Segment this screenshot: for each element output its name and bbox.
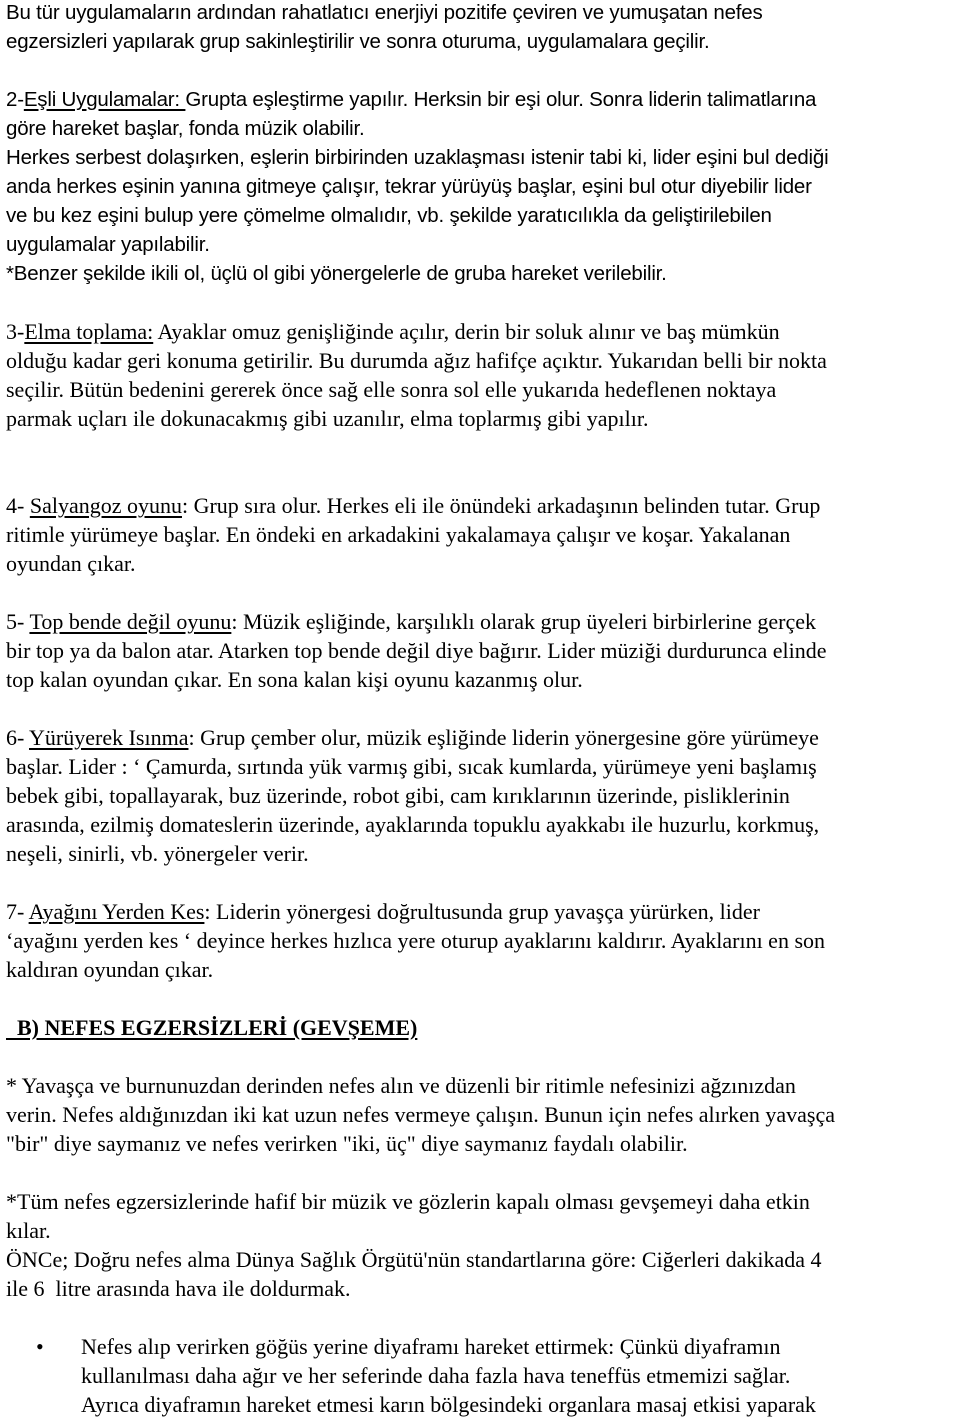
- section-7-line-2: ‘ayağını yerden kes ‘ deyince herkes hızlıca yere oturup ayaklarını kaldırır. Ayaklarını en son: [6, 928, 826, 953]
- section-3-line-4: parmak uçları ile dokunacakmış gibi uzanılır, elma toplarmış gibi yapılır.: [6, 406, 649, 431]
- section-2-text: Grupta eşleştirme yapılır. Herksin bir eşi olur. Sonra liderin talimatlarına: [185, 88, 817, 111]
- section-2-line-5: ve bu kez eşini bulup yere çömelme olmalıdır, vb. şekilde yaratıcılıkla da geliştirilebilen: [6, 204, 772, 227]
- section-2-line-4: anda herkes eşinin yanına gitmeye çalışır, tekrar yürüyüş başlar, eşini bul otur diyebilir lider: [6, 175, 812, 198]
- section-3-text: Ayaklar omuz genişliğinde açılır, derin bir soluk alınır ve baş mümkün: [153, 319, 780, 344]
- section-elma-toplama: [6, 317, 960, 433]
- bullet-list-item: [6, 1332, 960, 1419]
- section-2-title: Eşli Uygulamalar:: [23, 88, 186, 111]
- breathing-notes: [6, 1187, 960, 1303]
- section-3-number: 3-: [6, 319, 25, 344]
- section-6-title: Yürüyerek Isınma: [29, 725, 189, 750]
- section-5-line-2: bir top ya da balon atar. Atarken top bende değil diye bağırır. Lider müziği durdurunca elinde: [6, 638, 827, 663]
- section-2-line-7: *Benzer şekilde ikili ol, üçlü ol gibi yönergelerle de gruba hareket verilebilir.: [6, 262, 667, 285]
- section-2-line-3: Herkes serbest dolaşırken, eşlerin birbirinden uzaklaşması istenir tabi ki, lider eşini bul dediği: [6, 146, 829, 169]
- section-7-title: Ayağını Yerden Kes: [28, 899, 205, 924]
- section-3-line-2: olduğu kadar geri konuma getirilir. Bu durumda ağız hafifçe açıktır. Yukarıdan belli bir nokta: [6, 348, 827, 373]
- section-5-text: : Müzik eşliğinde, karşılıklı olarak grup üyeleri birbirlerine gerçek: [231, 609, 817, 634]
- section-6-line-1: [6, 723, 960, 752]
- breath-line-3: "bir" diye saymanız ve nefes verirken "iki, üç" diye saymanız faydalı olabilir.: [6, 1131, 688, 1156]
- section-4-title: Salyangoz oyunu: [29, 493, 182, 518]
- section-4-line-1: [6, 491, 960, 520]
- note-line-4: ile 6 litre arasında hava ile doldurmak.: [6, 1276, 351, 1301]
- section-3-title: Elma toplama:: [24, 319, 154, 344]
- section-2-number: 2-: [6, 88, 24, 111]
- section-4-number: 4-: [6, 493, 30, 518]
- section-5-number: 5-: [6, 609, 30, 634]
- section-6-line-4: arasında, ezilmiş domateslerin üzerinde, ayaklarında topuklu ayakkabı ile huzurlu, korkmuş,: [6, 812, 820, 837]
- section-7-text: : Liderin yönergesi doğrultusunda grup yavaşça yürürken, lider: [204, 899, 760, 924]
- section-yuruyerek-isinma: [6, 723, 960, 868]
- note-line-2: kılar.: [6, 1218, 51, 1243]
- section-heading-nefes: [6, 1013, 960, 1042]
- breath-line-1: * Yavaşça ve burnunuzdan derinden nefes alın ve düzenli bir ritimle nefesinizi ağzınızdan: [6, 1073, 796, 1098]
- bullet-line-2: kullanılması daha ağır ve her seferinde daha fazla hava teneffüs etmemizi sağlar.: [81, 1363, 791, 1388]
- section-5-line-3: top kalan oyundan çıkar. En sona kalan kişi oyunu kazanmış olur.: [6, 667, 583, 692]
- section-6-text: : Grup çember olur, müzik eşliğinde liderin yönergesine göre yürümeye: [188, 725, 819, 750]
- section-7-line-3: kaldıran oyundan çıkar.: [6, 957, 214, 982]
- section-6-line-2: başlar. Lider : ‘ Çamurda, sırtında yük varmış gibi, sıcak kumlarda, yürümeye yeni başlamış: [6, 754, 817, 779]
- section-6-number: 6-: [6, 725, 30, 750]
- bullet-line-1: Nefes alıp verirken göğüs yerine diyaframı hareket ettirmek: Çünkü diyaframın: [81, 1334, 781, 1359]
- note-line-1: *Tüm nefes egzersizlerinde hafif bir müzik ve gözlerin kapalı olması gevşemeyi daha etkin: [6, 1189, 810, 1214]
- section-2-line-1: [6, 85, 960, 114]
- section-7-number: 7-: [6, 899, 29, 924]
- section-top-bende-degil: [6, 607, 960, 694]
- section-4-line-3: oyundan çıkar.: [6, 551, 136, 576]
- intro-line-2: egzersizleri yapılarak grup sakinleştirilir ve sonra oturuma, uygulamalara geçilir.: [6, 30, 710, 53]
- section-6-line-3: bebek gibi, topallayarak, buz üzerinde, robot gibi, cam kırıklarının üzerinde, pisliklerinin: [6, 783, 790, 808]
- note-line-3: ÖNCe; Doğru nefes alma Dünya Sağlık Örgütü'nün standartlarına göre: Ciğerleri dakikada 4: [6, 1247, 822, 1272]
- section-3-line-3: seçilir. Bütün bedenini gererek önce sağ elle sonra sol elle yukarıda hedeflenen noktaya: [6, 377, 777, 402]
- section-heading-text: B) NEFES EGZERSİZLERİ (GEVŞEME): [6, 1015, 418, 1040]
- breathing-instructions: [6, 1071, 960, 1158]
- bullet-line-3: Ayrıca diyaframın hareket etmesi karın bölgesindeki organlara masaj etkisi yaparak: [81, 1392, 816, 1417]
- section-ayagini-yerden-kes: [6, 897, 960, 984]
- section-2-line-6: uygulamalar yapılabilir.: [6, 233, 210, 256]
- intro-line-1: Bu tür uygulamaların ardından rahatlatıcı enerjiyi pozitife çeviren ve yumuşatan nefes: [6, 1, 763, 24]
- breath-line-2: verin. Nefes aldığınızdan iki kat uzun nefes vermeye çalışın. Bunun için nefes alırken yavaşça: [6, 1102, 835, 1127]
- section-3-line-1: [6, 317, 960, 346]
- section-2-line-2: göre hareket başlar, fonda müzik olabilir.: [6, 117, 365, 140]
- section-4-text: : Grup sıra olur. Herkes eli ile önündeki arkadaşının belinden tutar. Grup: [181, 493, 821, 518]
- section-5-title: Top bende değil oyunu: [29, 609, 232, 634]
- section-salyangoz-oyunu: [6, 491, 960, 578]
- section-4-line-2: ritimle yürümeye başlar. En öndeki en arkadakini yakalamaya çalışır ve koşar. Yakalanan: [6, 522, 791, 547]
- section-esli-uygulamalar: [6, 85, 960, 288]
- section-7-line-1: [6, 897, 960, 926]
- section-5-line-1: [6, 607, 960, 636]
- section-6-line-5: neşeli, sinirli, vb. yönergeler verir.: [6, 841, 309, 866]
- document-page: [6, 0, 960, 1419]
- bullet-icon: •: [36, 1334, 44, 1359]
